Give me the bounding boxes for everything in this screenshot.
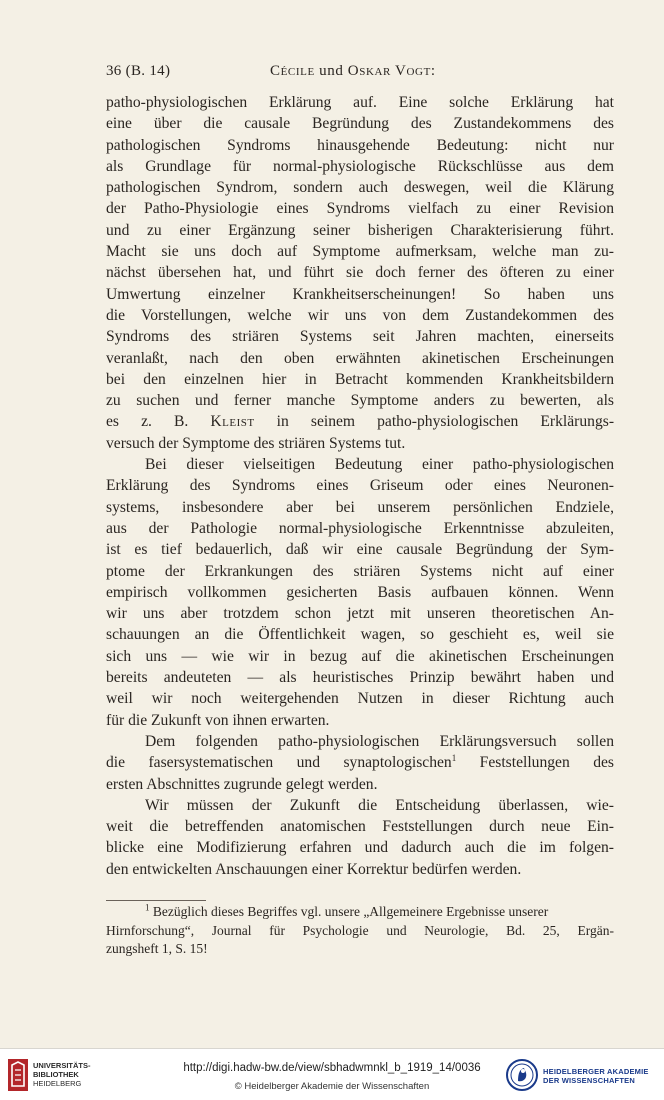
text-line: als Grundlage für normal-physiologische Rückschlüsse aus dem <box>106 157 614 175</box>
text-line: bei den einzelnen hier in Betracht kommenden Krankheitsbildern <box>106 370 614 388</box>
text-line: sich uns — wie wir in bezug auf die akinetischen Erscheinungen <box>106 647 614 665</box>
academy-line: HEIDELBERGER AKADEMIE <box>543 1067 649 1076</box>
text-line: die Vorstellungen, welche wir uns von dem Zustandekommen des <box>106 306 614 324</box>
running-header <box>106 63 614 87</box>
author-oskar: Oskar Vogt: <box>347 63 436 79</box>
academy-logo[interactable] <box>506 1059 656 1093</box>
paragraph-end-line: den entwickelten Anschauungen einer Korrektur bedürfen werden. <box>106 860 522 878</box>
footnote-text: Bezüglich dieses Begriffes vgl. unsere „Allgemeinere Ergebnisse unserer <box>152 904 549 919</box>
page-reference: 36 (B. 14) <box>106 63 171 79</box>
footnote-mark: 1 <box>145 902 150 913</box>
text-line: systems, insbesondere aber bei unserem persönlichen Endziele, <box>106 498 614 516</box>
body-text <box>106 92 614 880</box>
copyright-notice: © Heidelberger Akademie der Wissenschaften <box>234 1081 430 1092</box>
text-line: schauungen an die Öffentlichkeit wagen, so geschieht es, weil sie <box>106 626 614 644</box>
text-line: der Patho-Physiologie eines Syndroms vielfach zu einer Revision <box>106 200 614 218</box>
paragraph-end-line: versuch der Symptome des striären Systems tut. <box>106 434 406 452</box>
text-line: und zu einer Ergänzung seiner bisherigen Charakterisierung führt. <box>106 221 614 239</box>
academy-name <box>543 1067 649 1085</box>
text-line: pathologischen Syndrom, sondern auch deswegen, weil die Klärung <box>106 179 614 197</box>
footnote-line: zungsheft 1, S. 15! <box>106 941 208 956</box>
text-line: Syndroms des striären Systems seit Jahren machten, einerseits <box>106 328 614 346</box>
paragraph-start-line: Dem folgenden patho-physiologischen Erklärungsversuch sollen <box>145 732 614 750</box>
text-line: ist es tief bedauerlich, daß wir eine causale Begründung der Sym- <box>106 541 614 559</box>
text-line: veranlaßt, nach den oben erwähnten akinetischen Erscheinungen <box>106 349 614 367</box>
text-line: aus der Pathologie normal-physiologische Erkenntnisse abzuleiten, <box>106 519 614 537</box>
text-line: weit die betreffenden anatomischen Feststellungen durch neue Ein- <box>106 818 614 836</box>
text-line: zu suchen und ferner manche Symptome anders zu bewerten, als <box>106 392 614 410</box>
text-line-footnote-ref <box>106 752 614 773</box>
text-line: empirisch vollkommen gesicherten Basis aufbauen können. Wenn <box>106 583 614 601</box>
text-line: nächst übersehen hat, und führt sie doch ferner des öfteren zu einer <box>106 264 614 282</box>
footnote <box>106 903 614 959</box>
text-line: pathologischen Syndroms hinausgehende Bedeutung: nicht nur <box>106 136 614 154</box>
footnote-line <box>106 903 614 922</box>
text-line: blicke eine Modifizierung erfahren und dadurch auch die im folgen- <box>106 839 614 857</box>
permalink-url[interactable]: http://digi.hadw-bw.de/view/sbhadwmnkl_b_1919_14/0036 <box>183 1062 481 1074</box>
library-line: BIBLIOTHEK <box>33 1070 79 1079</box>
text-line: Umwertung einzelner Krankheitserscheinungen! So haben uns <box>106 285 614 303</box>
author-cecile: Cécile <box>270 63 315 79</box>
text-fragment: es z. B. <box>106 413 189 431</box>
academy-line: DER WISSENSCHAFTEN <box>543 1076 635 1085</box>
text-line: wir uns aber trotzdem schon jetzt mit unseren theoretischen An- <box>106 605 614 623</box>
text-line: ptome der Erkrankungen des striären Systems nicht auf einer <box>106 562 614 580</box>
text-line: bereits andeuteten — als heuristisches Prinzip bewährt haben und <box>106 669 614 687</box>
paragraph-start-line: Bei dieser vielseitigen Bedeutung einer patho-physiologischen <box>145 456 614 474</box>
footnote-divider <box>106 900 206 901</box>
viewer-footer <box>0 1048 664 1100</box>
text-line: Erklärung des Syndroms eines Griseum oder eines Neuronen- <box>106 477 614 495</box>
text-fragment: die fasersystematischen und synaptologischen <box>106 754 452 772</box>
text-line: eine über die causale Begründung des Zustandekommens des <box>106 115 614 133</box>
text-line: weil wir noch weitergehenden Nutzen in dieser Richtung auch <box>106 690 614 708</box>
author-name-kleist: Kleist <box>210 413 255 431</box>
title-and: und <box>319 63 344 79</box>
running-title <box>270 63 436 80</box>
text-line: patho-physiologischen Erklärung auf. Eine solche Erklärung hat <box>106 94 614 111</box>
text-fragment: Feststellungen des <box>456 754 614 772</box>
footnote-line: Hirnforschung“, Journal für Psychologie und Neurologie, Bd. 25, Ergän- <box>106 922 614 938</box>
text-fragment: in seinem patho-physiologischen Erklärungs- <box>276 413 615 431</box>
paragraph-end-line: für die Zukunft von ihnen erwarten. <box>106 711 330 729</box>
paragraph-end-line: ersten Abschnittes zugrunde gelegt werden. <box>106 775 378 793</box>
library-line: UNIVERSITÄTS- <box>33 1061 91 1070</box>
text-line: Macht sie uns doch auf Symptome aufmerksam, welche man zu- <box>106 243 614 261</box>
paragraph-start-line: Wir müssen der Zukunft die Entscheidung überlassen, wie- <box>145 796 614 814</box>
footnote-reference: 1 <box>451 753 457 764</box>
text-line-kleist <box>106 411 614 432</box>
library-line: HEIDELBERG <box>33 1079 82 1088</box>
academy-seal-icon <box>506 1059 538 1091</box>
